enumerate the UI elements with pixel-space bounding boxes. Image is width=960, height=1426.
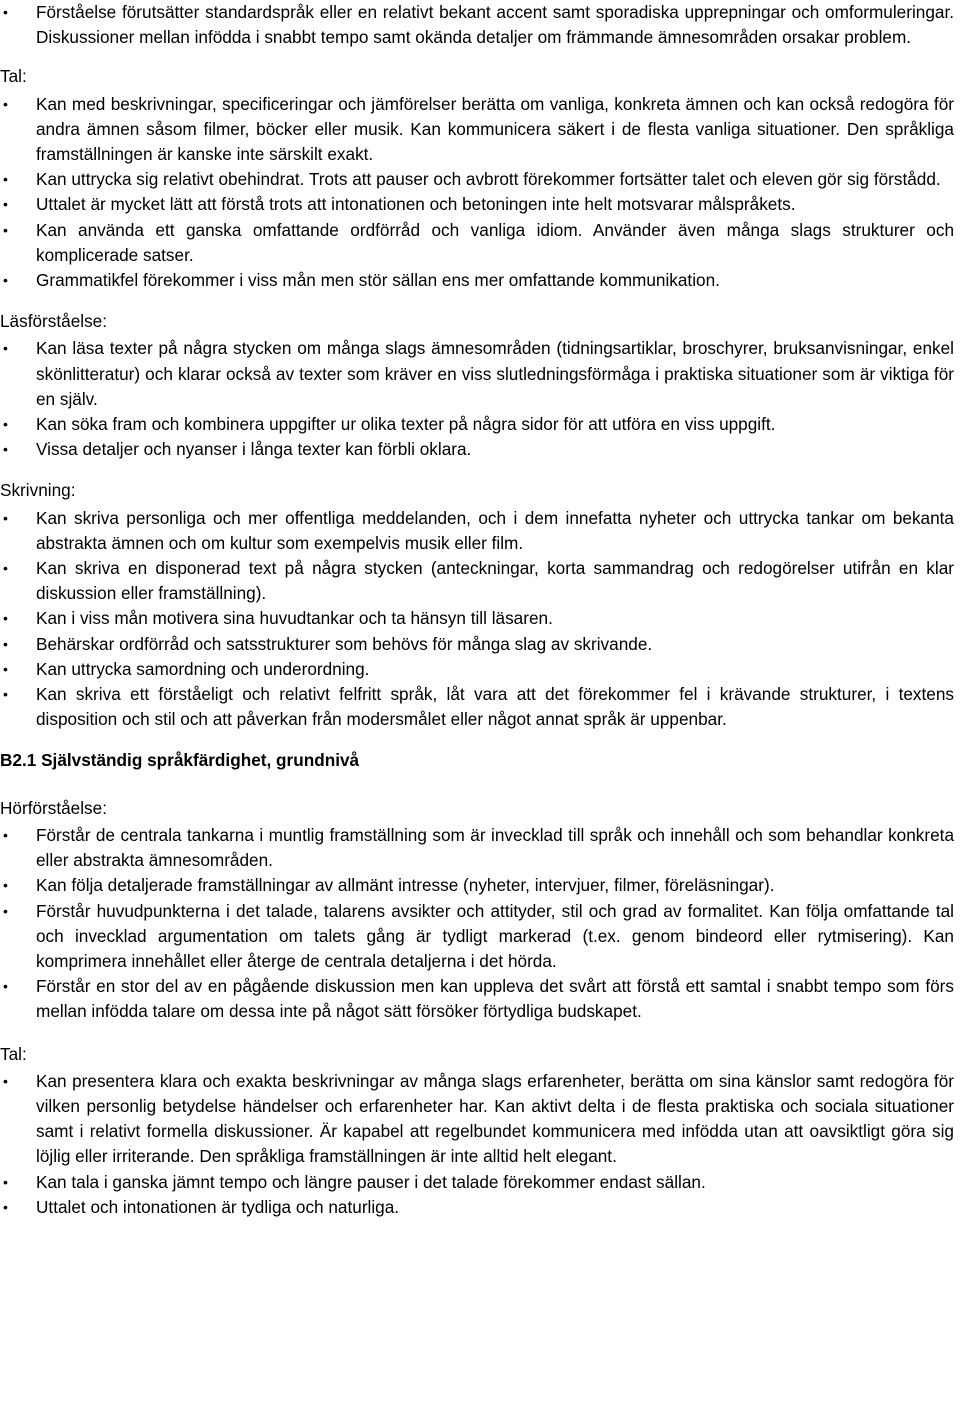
list-item: [0, 437, 954, 462]
list-item: [0, 1170, 954, 1195]
tal-b2-list: [0, 1069, 954, 1220]
list-item: [0, 412, 954, 437]
bullet-icon: •: [3, 340, 8, 357]
bullet-icon: •: [3, 171, 8, 188]
list-item: [0, 899, 954, 975]
bullet-icon: •: [3, 1198, 8, 1215]
list-item-text: Kan följa detaljerade framställningar av allmänt intresse (nyheter, intervjuer, filmer, föreläsningar).: [36, 875, 775, 896]
bullet-icon: •: [3, 635, 8, 652]
bullet-icon: •: [3, 978, 8, 995]
list-item: [0, 974, 954, 1024]
bullet-icon: •: [3, 1173, 8, 1190]
list-item-text: Kan uttrycka samordning och underordning.: [36, 658, 370, 679]
list-item: [0, 192, 954, 217]
list-item: [0, 1069, 954, 1170]
list-item-text: Förstår huvudpunkterna i det talade, talarens avsikter och attityder, stil och grad av formalitet. Kan följa omfattande tal och invecklad argumentation om talets gång är tydligt markerad (t.ex. genom bindeord eller rytmisering). Kan komprimera innehållet eller återge de centrala detaljerna i det hörda.: [36, 900, 954, 971]
list-item: [0, 218, 954, 268]
list-item-text: Kan tala i ganska jämnt tempo och längre pauser i det talade förekommer endast sällan.: [36, 1171, 706, 1192]
horforstaelse-list: [0, 823, 954, 1025]
bullet-icon: •: [3, 272, 8, 289]
list-item-text: Behärskar ordförråd och satsstrukturer som behövs för många slag av skrivande.: [36, 633, 653, 654]
section-heading-skrivning: Skrivning:: [0, 480, 76, 501]
bullet-icon: •: [3, 509, 8, 526]
list-item-text: Kan använda ett ganska omfattande ordförråd och vanliga idiom. Använder även många slags strukturer och komplicerade satser.: [36, 219, 954, 265]
list-item-text: Kan skriva en disponerad text på några stycken (anteckningar, korta sammandrag och redogörelser utifrån en klar diskussion eller framställning).: [36, 558, 954, 604]
bullet-icon: •: [3, 1072, 8, 1089]
list-item-text: Kan i viss mån motivera sina huvudtankar och ta hänsyn till läsaren.: [36, 608, 553, 629]
list-item-text: Förstår de centrala tankarna i muntlig framställning som är invecklad till språk och innehåll och som behandlar konkreta eller abstrakta ämnesområden.: [36, 824, 954, 871]
list-item-text: Kan uttrycka sig relativt obehindrat. Trots att pauser och avbrott förekommer fortsätter talet och eleven gör sig förstådd.: [36, 169, 941, 190]
bullet-icon: •: [3, 95, 8, 112]
section-title-b2: B2.1 Självständig språkfärdighet, grundnivå: [0, 750, 360, 771]
lasforstaelse-list: [0, 336, 954, 462]
list-item-text: Förståelse förutsätter standardspråk eller en relativt bekant accent samt sporadiska upprepningar och omformuleringar. Diskussioner mellan infödda i snabbt tempo samt okända detaljer om främmande ämnesområden orsakar problem.: [36, 2, 954, 48]
list-item-text: Förstår en stor del av en pågående diskussion men kan uppleva det svårt att förstå ett samtal i snabbt tempo som förs mellan infödda talare om dessa inte på något sätt försöker förtydliga budskapet.: [36, 976, 954, 1022]
bullet-icon: •: [3, 4, 8, 20]
list-item: [0, 632, 954, 657]
list-item-text: Kan läsa texter på några stycken om många slags ämnesområden (tidningsartiklar, broschyrer, bruksanvisningar, enkel skönlitteratur) och klarar också av texter som kräver en viss slutledningsförmåga i praktiska situationer som är viktiga för en själv.: [36, 338, 954, 409]
section-heading-lasforstaelse: Läsförståelse:: [0, 311, 108, 332]
list-item: [0, 0, 954, 50]
section-heading-horforstaelse: Hörförståelse:: [0, 797, 107, 818]
list-item-text: Uttalet är mycket lätt att förstå trots att intonationen och betoningen inte helt motsvarar målspråkets.: [36, 194, 796, 215]
list-item-text: Kan presentera klara och exakta beskrivningar av många slags erfarenheter, berätta om sina känslor samt redogöra för vilken personlig betydelse händelser och erfarenheter har. Kan aktivt delta i de flesta praktiska och sociala situationer samt i relativt formella diskussioner. Är kapabel att regelbundet kommunicera med infödda utan att oavsiktligt göra sig löjlig eller irriterande. Den språkliga framställningen är inte alltid helt elegant.: [36, 1070, 954, 1167]
bullet-icon: •: [3, 902, 8, 919]
list-item: [0, 506, 954, 556]
bullet-icon: •: [3, 221, 8, 238]
section-heading-tal-b2: Tal:: [0, 1043, 27, 1064]
list-item: [0, 657, 954, 682]
list-item-text: Kan med beskrivningar, specificeringar och jämförelser berätta om vanliga, konkreta ämnen och kan också redogöra för andra ämnen såsom filmer, böcker eller musik. Kan kommunicera säkert i de flesta vanliga situationer. Den språkliga framställningen är kanske inte särskilt exakt.: [36, 93, 954, 165]
list-item: [0, 823, 954, 873]
list-item-text: Kan skriva ett förståeligt och relativt felfritt språk, låt vara att det förekommer fel i krävande strukturer, i textens disposition och stil och att påverkan från modersmålet eller något annat språk är uppenbar.: [36, 684, 954, 730]
list-item: [0, 92, 954, 168]
list-item: [0, 682, 954, 732]
section-heading-tal: Tal:: [0, 66, 27, 87]
list-item: [0, 268, 954, 293]
list-item: [0, 336, 954, 412]
list-item: [0, 167, 954, 192]
list-item-text: Kan skriva personliga och mer offentliga meddelanden, och i dem innefatta nyheter och uttrycka tankar om bekanta abstrakta ämnen och om kultur som exempelvis musik eller film.: [36, 507, 954, 553]
list-item: [0, 556, 954, 606]
bullet-icon: •: [3, 610, 8, 627]
bullet-icon: •: [3, 877, 8, 894]
list-item-text: Kan söka fram och kombinera uppgifter ur olika texter på några sidor för att utföra en viss uppgift.: [36, 414, 776, 435]
bullet-icon: •: [3, 441, 8, 458]
bullet-icon: •: [3, 560, 8, 577]
list-item-text: Vissa detaljer och nyanser i långa texter kan förbli oklara.: [36, 439, 472, 460]
list-item: [0, 873, 954, 898]
skrivning-list: [0, 506, 954, 733]
list-item: [0, 606, 954, 631]
bullet-icon: •: [3, 686, 8, 703]
list-item: [0, 1195, 954, 1220]
bullet-icon: •: [3, 416, 8, 433]
intro-list: [0, 0, 954, 50]
list-item-text: Uttalet och intonationen är tydliga och naturliga.: [36, 1196, 400, 1217]
bullet-icon: •: [3, 826, 8, 843]
bullet-icon: •: [3, 660, 8, 677]
tal-list: [0, 92, 954, 294]
list-item-text: Grammatikfel förekommer i viss mån men stör sällan ens mer omfattande kommunikation.: [36, 270, 720, 291]
bullet-icon: •: [3, 196, 8, 213]
